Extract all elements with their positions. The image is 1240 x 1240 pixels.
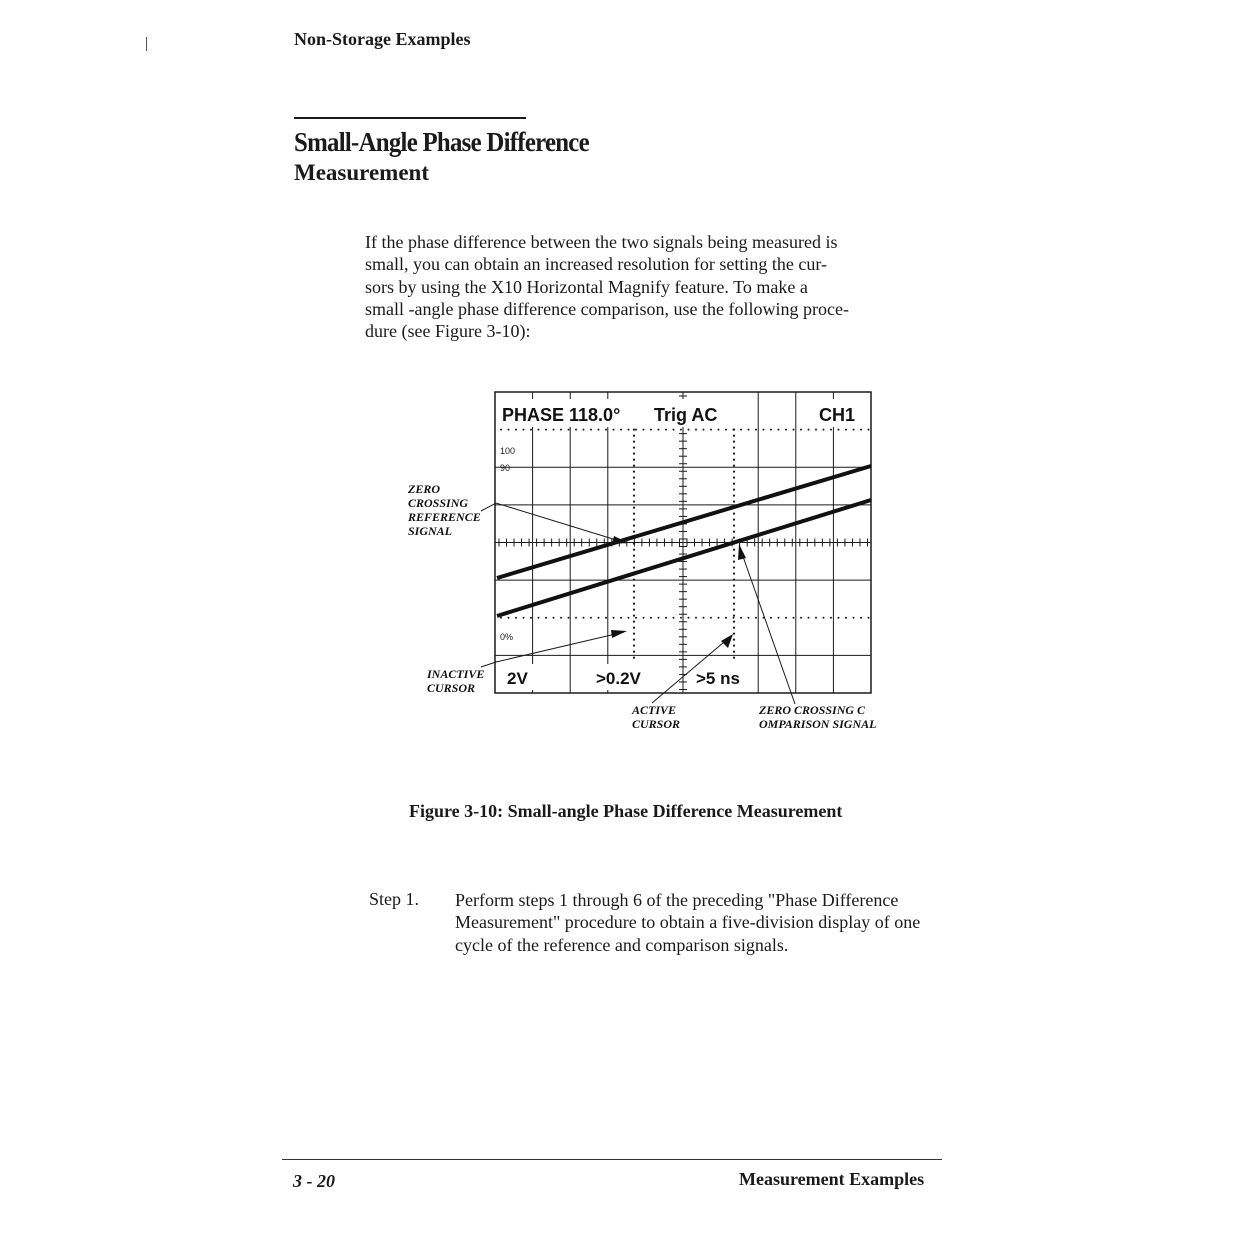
cursor-dot — [733, 579, 735, 581]
cursor-dot — [633, 657, 635, 659]
step-text: Perform steps 1 through 6 of the preceding "Phase Difference Measurement" procedure to obtain a five-division display of one cycle of the reference and comparison signals. — [455, 890, 921, 955]
cursor-dot — [733, 489, 735, 491]
graticule-dot — [560, 617, 562, 619]
graticule-dot — [605, 429, 607, 431]
graticule-dot — [733, 617, 735, 619]
graticule-dot — [515, 617, 517, 619]
graticule-dot — [703, 617, 705, 619]
cursor-dot — [633, 507, 635, 509]
graticule-dot — [800, 429, 802, 431]
graticule-dot — [830, 617, 832, 619]
graticule-dot — [628, 617, 630, 619]
graticule-dot — [545, 429, 547, 431]
cursor-dot — [733, 651, 735, 653]
graticule-dot — [830, 429, 832, 431]
graticule-dot — [530, 429, 532, 431]
graticule-dot — [515, 429, 517, 431]
graticule-dot — [778, 617, 780, 619]
graticule-dot — [658, 617, 660, 619]
cursor-dot — [633, 501, 635, 503]
graticule-dot — [710, 429, 712, 431]
graticule-dot — [688, 617, 690, 619]
graticule-mark-upper: 90 — [500, 463, 511, 473]
graticule-dot — [620, 617, 622, 619]
graticule-dot — [665, 617, 667, 619]
graticule-dot — [823, 617, 825, 619]
graticule-dot — [755, 617, 757, 619]
graticule-dot — [808, 429, 810, 431]
graticule-dot — [740, 617, 742, 619]
cursor-dot — [633, 489, 635, 491]
leader-arrowhead — [721, 634, 733, 648]
cursor-dot — [633, 609, 635, 611]
cursor-dot — [633, 513, 635, 515]
time-div-readout: >5 ns — [696, 669, 740, 688]
graticule-dot — [635, 617, 637, 619]
cursor-dot — [633, 567, 635, 569]
graticule-dot — [770, 617, 772, 619]
graticule-dot — [718, 429, 720, 431]
cursor-dot — [733, 609, 735, 611]
graticule-dot — [710, 617, 712, 619]
cursor-dot — [633, 483, 635, 485]
graticule-dot — [793, 429, 795, 431]
graticule-dot — [598, 617, 600, 619]
graticule-dot — [688, 429, 690, 431]
cursor-dot — [733, 615, 735, 617]
graticule-dot — [598, 429, 600, 431]
cursor-dot — [633, 561, 635, 563]
cursor-dot — [633, 615, 635, 617]
channel-readout: CH1 — [819, 405, 856, 425]
cursor-dot — [733, 549, 735, 551]
cursor-dot — [733, 453, 735, 455]
cursor-dot — [633, 651, 635, 653]
graticule-dot — [538, 617, 540, 619]
graticule-dot — [725, 617, 727, 619]
cursor-dot — [633, 531, 635, 533]
graticule-dot — [838, 429, 840, 431]
graticule-dot — [718, 617, 720, 619]
graticule-dot — [815, 429, 817, 431]
cursor-dot — [733, 483, 735, 485]
cursor-dot — [733, 435, 735, 437]
graticule-dot — [568, 617, 570, 619]
trigger-readout: Trig AC — [654, 405, 718, 425]
cursor-dot — [633, 453, 635, 455]
cursor-dot — [733, 597, 735, 599]
cursor-dot — [733, 573, 735, 575]
cursor-dot — [633, 549, 635, 551]
phase-readout: PHASE 118.0° — [502, 405, 621, 425]
graticule-dot — [838, 617, 840, 619]
cursor-dot — [733, 567, 735, 569]
step-label: Step 1. — [369, 889, 420, 909]
section-subtitle: Measurement — [294, 160, 429, 185]
graticule-dot — [845, 429, 847, 431]
graticule-dot — [658, 429, 660, 431]
graticule-mark-top: 100 — [500, 446, 516, 456]
cursor-dot — [633, 441, 635, 443]
cursor-dot — [733, 639, 735, 641]
cursor-dot — [733, 495, 735, 497]
graticule-dot — [605, 617, 607, 619]
footer-title: Measurement Examples — [739, 1169, 925, 1189]
graticule-dot — [680, 617, 682, 619]
graticule-dot — [815, 617, 817, 619]
graticule-dot — [538, 429, 540, 431]
cursor-dot — [733, 603, 735, 605]
graticule-dot — [845, 617, 847, 619]
intro-line: small, you can obtain an increased resolution for setting the cur- — [365, 254, 827, 275]
active-cursor-label: ACTIVE CURSOR — [632, 703, 681, 731]
footer-rule — [282, 1159, 942, 1160]
cursor-dot — [633, 435, 635, 437]
graticule-dot — [860, 429, 862, 431]
cursor-dot — [733, 465, 735, 467]
cursor-dot — [633, 621, 635, 623]
graticule-dot — [643, 429, 645, 431]
cursor-dot — [733, 561, 735, 563]
graticule-dot — [778, 429, 780, 431]
graticule-dot — [508, 429, 510, 431]
intro-line: small -angle phase difference comparison, use the following proce- — [365, 298, 849, 319]
graticule-dot — [823, 429, 825, 431]
graticule-dot — [575, 617, 577, 619]
graticule-dot — [613, 429, 615, 431]
graticule-dot — [568, 429, 570, 431]
section-title: Small-Angle Phase Difference — [294, 127, 589, 157]
graticule-dot — [808, 617, 810, 619]
cursor-dot — [633, 579, 635, 581]
graticule-dot — [590, 617, 592, 619]
graticule-dot — [755, 429, 757, 431]
inactive-cursor-label: INACTIVE CURSOR — [427, 667, 485, 695]
cursor-dot — [733, 525, 735, 527]
cursor-dot — [633, 597, 635, 599]
cursor-level-readout: >0.2V — [596, 669, 641, 688]
graticule-dot — [643, 617, 645, 619]
graticule-dot — [853, 429, 855, 431]
cursor-dot — [733, 591, 735, 593]
leader-arrowhead — [611, 630, 627, 638]
cursor-dot — [633, 633, 635, 635]
leader-arrowhead — [738, 544, 746, 560]
zero-crossing-reference-label: ZERO CROSSING REFERENCE SIGNAL — [408, 482, 481, 538]
graticule-dot — [553, 617, 555, 619]
cursor-dot — [733, 513, 735, 515]
graticule-dot — [500, 429, 502, 431]
running-header: Non-Storage Examples — [294, 29, 471, 49]
cursor-dot — [733, 531, 735, 533]
reference-callout-leader — [481, 503, 626, 543]
graticule-dot — [673, 429, 675, 431]
graticule-dot — [590, 429, 592, 431]
graticule-dot — [793, 617, 795, 619]
cursor-dot — [633, 591, 635, 593]
graticule-dot — [575, 429, 577, 431]
comparison-callout-leader — [740, 548, 795, 704]
graticule-dot — [613, 617, 615, 619]
cursor-dot — [633, 645, 635, 647]
graticule-dot — [508, 617, 510, 619]
cursor-dot — [633, 519, 635, 521]
graticule-dot — [763, 429, 765, 431]
cursor-dot — [633, 471, 635, 473]
zero-crossing-comparison-label: ZERO CROSSING C OMPARISON SIGNAL — [759, 703, 877, 731]
graticule-dot — [553, 429, 555, 431]
cursor-dot — [733, 477, 735, 479]
graticule-dot — [650, 429, 652, 431]
graticule-dot — [703, 429, 705, 431]
graticule-dot — [620, 429, 622, 431]
cursor-dot — [733, 441, 735, 443]
graticule-dot — [583, 429, 585, 431]
cursor-dot — [733, 585, 735, 587]
graticule-dot — [868, 429, 870, 431]
graticule-dot — [748, 617, 750, 619]
cursor-dot — [733, 621, 735, 623]
cursor-dot — [733, 471, 735, 473]
graticule-dot — [868, 617, 870, 619]
graticule-dot — [523, 429, 525, 431]
graticule-dot — [800, 617, 802, 619]
cursor-dot — [733, 519, 735, 521]
volts-div-readout: 2V — [507, 669, 528, 688]
cursor-dot — [733, 501, 735, 503]
cursor-dot — [733, 429, 735, 431]
cursor-dot — [633, 525, 635, 527]
cursor-dot — [733, 537, 735, 539]
cursor-dot — [633, 495, 635, 497]
intro-line: dure (see Figure 3-10): — [365, 321, 531, 342]
graticule-dot — [695, 429, 697, 431]
graticule-dot — [560, 429, 562, 431]
graticule-dot — [785, 617, 787, 619]
cursor-dot — [633, 429, 635, 431]
graticule-dot — [680, 429, 682, 431]
graticule-dot — [635, 429, 637, 431]
cursor-dot — [733, 645, 735, 647]
cursor-dot — [633, 603, 635, 605]
cursor-dot — [633, 555, 635, 557]
graticule-dot — [860, 617, 862, 619]
cursor-dot — [733, 459, 735, 461]
graticule-dot — [673, 617, 675, 619]
graticule-dot — [523, 617, 525, 619]
graticule-dots — [500, 429, 870, 659]
graticule-dot — [583, 617, 585, 619]
cursor-dot — [733, 633, 735, 635]
cursor-dot — [733, 627, 735, 629]
cursor-dot — [633, 447, 635, 449]
intro-line: sors by using the X10 Horizontal Magnify feature. To make a — [365, 276, 808, 297]
cursor-dot — [633, 627, 635, 629]
graticule-mark-bottom: 0% — [500, 632, 514, 642]
cursor-dot — [633, 465, 635, 467]
graticule-dot — [853, 617, 855, 619]
intro-line: If the phase difference between the two signals being measured is — [365, 232, 838, 252]
graticule-dot — [530, 617, 532, 619]
cursor-dot — [633, 477, 635, 479]
cursor-dot — [633, 459, 635, 461]
page-number: 3 - 20 — [293, 1171, 335, 1191]
graticule-dot — [665, 429, 667, 431]
figure-caption: Figure 3-10: Small-angle Phase Difference Measurement — [409, 801, 843, 821]
cursor-dot — [633, 639, 635, 641]
graticule-dot — [770, 429, 772, 431]
graticule-dot — [628, 429, 630, 431]
graticule-dot — [748, 429, 750, 431]
graticule-dot — [740, 429, 742, 431]
comparison-signal-trace — [497, 500, 871, 616]
graticule-dot — [545, 617, 547, 619]
graticule-dot — [695, 617, 697, 619]
graticule-dot — [725, 429, 727, 431]
cursor-dot — [733, 657, 735, 659]
cursor-dot — [733, 447, 735, 449]
graticule-dot — [785, 429, 787, 431]
cursor-dot — [633, 585, 635, 587]
cursor-dot — [733, 555, 735, 557]
graticule-dot — [650, 617, 652, 619]
